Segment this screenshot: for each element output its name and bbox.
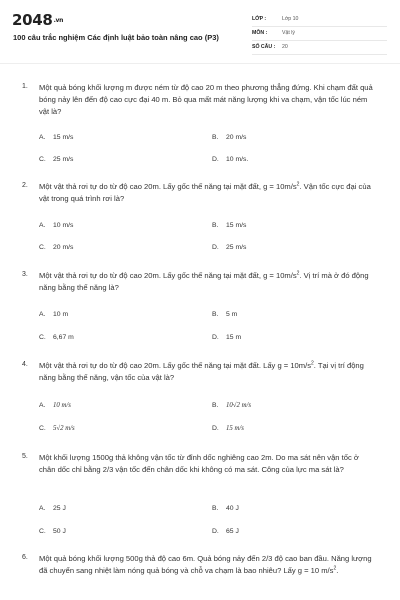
question-text-part: Một quả bóng khối lượng 500g thả độ cao 6m. Quả bóng nảy đến 2/3 độ cao ban đầu. Năng lượng đã chuyển sang nhiệt làm nóng quả bóng và chỗ va chạm là bao nhiêu? Lấy g = 10 m/s xyxy=(39,554,372,575)
meta-class-label: LỚP : xyxy=(252,16,267,22)
page-header xyxy=(0,0,400,62)
option-label: D. xyxy=(212,425,219,432)
option-text: 15 m/s xyxy=(53,134,74,141)
question-text xyxy=(39,553,377,577)
question-text xyxy=(39,181,377,205)
option-label: B. xyxy=(212,222,219,229)
option-label: C. xyxy=(39,528,46,535)
document-meta xyxy=(252,14,387,56)
option-text: 40 J xyxy=(226,505,239,512)
question-text xyxy=(39,360,377,384)
option-text: 15 m xyxy=(226,334,242,341)
option-text: 65 J xyxy=(226,528,239,535)
question-text-part: . Vị trí mà ở đó động năng bằng thế năng là? xyxy=(39,271,369,292)
meta-subject-label: MÔN : xyxy=(252,30,268,36)
option-label: C. xyxy=(39,334,46,341)
superscript: 2 xyxy=(296,181,300,188)
question-text: Một khối lượng 1500g thả không vận tốc từ đỉnh dốc nghiêng cao 2m. Do ma sát nên vận tốc ở chân dốc chỉ bằng 2/3 vận tốc đến chân dốc khi không có ma sát. Công của lực ma sát là? xyxy=(39,453,359,474)
question-number: 5. xyxy=(22,453,28,460)
question-text xyxy=(39,270,377,294)
meta-count-value: 20 xyxy=(282,44,288,50)
question-text-part: . xyxy=(336,566,339,575)
question-number: 3. xyxy=(22,271,28,278)
option-text: 10 m/s xyxy=(53,222,74,229)
option-text: 6,67 m xyxy=(53,334,74,341)
logo-suffix: .vn xyxy=(53,17,64,24)
superscript: 2 xyxy=(311,360,314,367)
superscript: 2 xyxy=(333,565,337,572)
option-label: A. xyxy=(39,134,46,141)
option-text: 20 m/s xyxy=(53,244,74,251)
option-text: 10 m/s. xyxy=(226,156,249,163)
option-text: 10 m/s xyxy=(53,402,71,409)
question-number: 6. xyxy=(22,554,28,561)
option-text: 25 J xyxy=(53,505,66,512)
option-label: C. xyxy=(39,425,46,432)
meta-count-row xyxy=(252,42,387,55)
option-label: D. xyxy=(212,244,219,251)
option-text: 10 m xyxy=(53,311,69,318)
option-label: C. xyxy=(39,244,46,251)
option-label: A. xyxy=(39,402,46,409)
question-number: 2. xyxy=(22,182,28,189)
option-label: B. xyxy=(212,402,219,409)
option-label: B. xyxy=(212,311,219,318)
question-text-part: Một vật thả rơi tự do từ độ cao 20m. Lấy gốc thế năng tại mặt đất. Lấy g = 10m/s xyxy=(39,361,312,370)
header-divider xyxy=(0,63,400,64)
option-label: C. xyxy=(39,156,46,163)
option-text: 10√2 m/s xyxy=(226,402,252,409)
meta-subject-value: Vật lý xyxy=(282,30,295,36)
question-text-part: Một vật thả rơi tự do từ độ cao 20m. Lấy gốc thế năng tại mặt đất, g = 10m/s xyxy=(39,271,297,280)
option-text: 5√2 m/s xyxy=(53,425,75,432)
logo-text: 2048 xyxy=(12,11,53,29)
option-text: 15 m/s xyxy=(226,425,244,432)
question-text: Một quả bóng khối lượng m được ném từ độ cao 20 m theo phương thẳng đứng. Khi chạm đất quả bóng nảy lên đến độ cao cực đại 40 m. Bỏ qua mất mát năng lượng khi va chạm, vận tốc lúc ném vật là? xyxy=(39,83,373,116)
option-label: A. xyxy=(39,222,46,229)
meta-class-value: Lớp 10 xyxy=(282,16,299,22)
document-title: 100 câu trắc nghiệm Các định luật bảo toàn nâng cao (P3) xyxy=(13,33,219,42)
option-label: B. xyxy=(212,134,219,141)
option-text: 5 m xyxy=(226,311,238,318)
option-text: 25 m/s xyxy=(53,156,74,163)
option-label: A. xyxy=(39,505,46,512)
option-text: 15 m/s xyxy=(226,222,247,229)
question-text-part: . Vận tốc cực đại của vật trong quá trình rơi là? xyxy=(39,182,371,203)
option-text: 25 m/s xyxy=(226,244,247,251)
option-label: B. xyxy=(212,505,219,512)
option-label: A. xyxy=(39,311,46,318)
question-number: 4. xyxy=(22,361,28,368)
option-label: D. xyxy=(212,156,219,163)
question-number: 1. xyxy=(22,83,28,90)
meta-count-label: SỐ CÂU : xyxy=(252,44,276,50)
meta-subject-row xyxy=(252,28,387,41)
question-text-part: . Tại vị trí động năng bằng thế năng, vận tốc của vật là? xyxy=(39,361,364,382)
site-logo[interactable] xyxy=(12,11,63,29)
option-label: D. xyxy=(212,528,219,535)
option-text: 50 J xyxy=(53,528,66,535)
superscript: 2 xyxy=(296,270,300,277)
meta-class-row xyxy=(252,14,387,27)
option-text: 20 m/s xyxy=(226,134,247,141)
question-text-part: Một vật thả rơi tự do từ độ cao 20m. Lấy gốc thế năng tại mặt đất, g = 10m/s xyxy=(39,182,297,191)
option-label: D. xyxy=(212,334,219,341)
